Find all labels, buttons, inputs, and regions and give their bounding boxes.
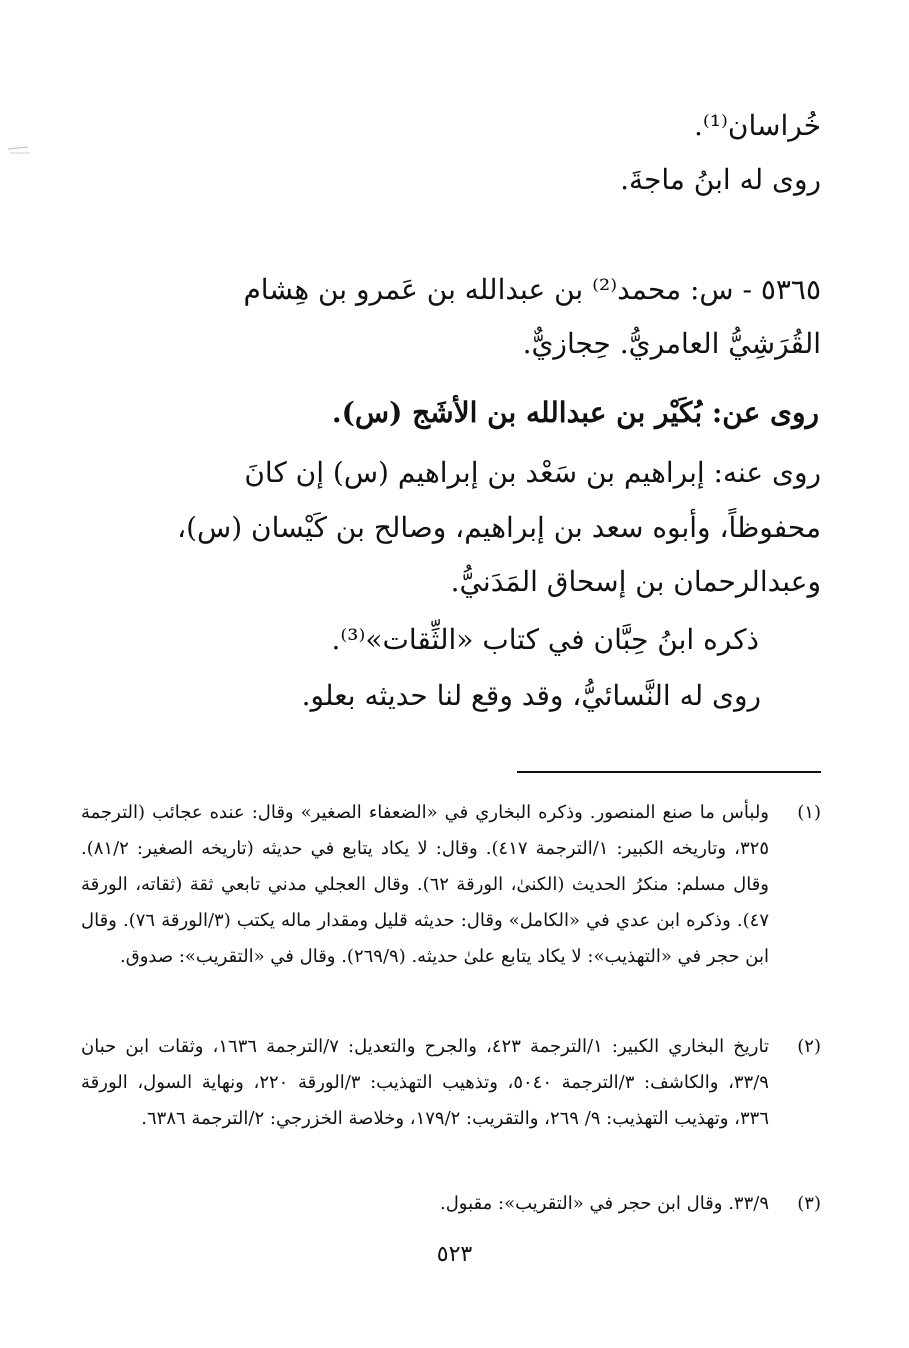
footnote-text: ٣٣/٩. وقال ابن حجر في «التقريب»: مقبول.	[440, 1193, 769, 1214]
footnote-text: تاريخ البخاري الكبير: ١/الترجمة ٤٢٣، والجرح والتعديل: ٧/الترجمة ١٦٣٦، وثقات ابن حبان ٣٣/٩، والكاشف: ٣/الترجمة ٥٠٤٠، وتذهيب التهذيب: ٣/الورقة ٢٢٠، ونهاية السول، الورقة ٣٣٦، وتهذيب التهذيب: ٩/ ٢٦٩، والتقريب: ١٧٩/٢، وخلاصة الخزرجي: ٢/الترجمة ٦٣٨٦.	[81, 1036, 769, 1129]
footnote	[81, 1029, 821, 1137]
page-number: ٥٢٣	[436, 1242, 473, 1267]
text-line: محفوظاً، وأبوه سعد بن إبراهيم، وصالح بن كَيْسان (س)،	[177, 511, 821, 544]
text-line: القُرَشِيُّ العامريُّ. حِجازيٌّ.	[522, 327, 821, 360]
text-line: وعبدالرحمان بن إسحاق المَدَنيُّ.	[450, 565, 821, 598]
text-line: روى عنه: إبراهيم بن سَعْد بن إبراهيم (س) إن كانَ	[244, 456, 821, 489]
text-line: روى له النَّسائيُّ، وقد وقع لنا حديثه بعلو.	[301, 679, 761, 712]
footnote	[81, 1186, 821, 1222]
footnote-number: (٢)	[797, 1036, 821, 1057]
footnote-number: (٣)	[797, 1193, 821, 1214]
text-line: ذكره ابنُ حِبَّان في كتاب «الثِّقات»⁽³⁾.	[331, 623, 759, 656]
text-line: روى له ابنُ ماجةَ.	[620, 163, 821, 196]
footnote	[81, 795, 821, 975]
entry-heading: ٥٣٦٥ - س: محمد⁽²⁾ بن عبدالله بن عَمرو بن هِشام	[243, 273, 821, 306]
footnote-text: ولبأس ما صنع المنصور. وذكره البخاري في «الضعفاء الصغير» وقال: عنده عجائب (الترجمة ٣٢٥، وتاريخه الكبير: ١/الترجمة ٤١٧). وقال: لا يكاد يتابع في حديثه (تاريخه الصغير: ٨١/٢). وقال مسلم: منكرُ الحديث (الكنىٰ، الورقة ٦٢). وقال العجلي مدني تابعي ثقة (ثقاته، الورقة ٤٧). وذكره ابن عدي في «الكامل» وقال: حديثه قليل ومقدار ماله يكتب (٣/الورقة ٧٦). وقال ابن حجر في «التهذيب»: لا يكاد يتابع علىٰ حديثه. (٢٦٩/٩). وقال في «التقريب»: صدوق.	[81, 802, 770, 967]
footnote-separator	[517, 771, 821, 773]
text-line: خُراسان⁽¹⁾.	[694, 109, 821, 142]
footnote-number: (١)	[797, 802, 821, 823]
margin-mark-icon	[6, 146, 32, 156]
text-line: روى عن: بُكَيْر بن عبدالله بن الأشَج (س).	[331, 396, 819, 429]
